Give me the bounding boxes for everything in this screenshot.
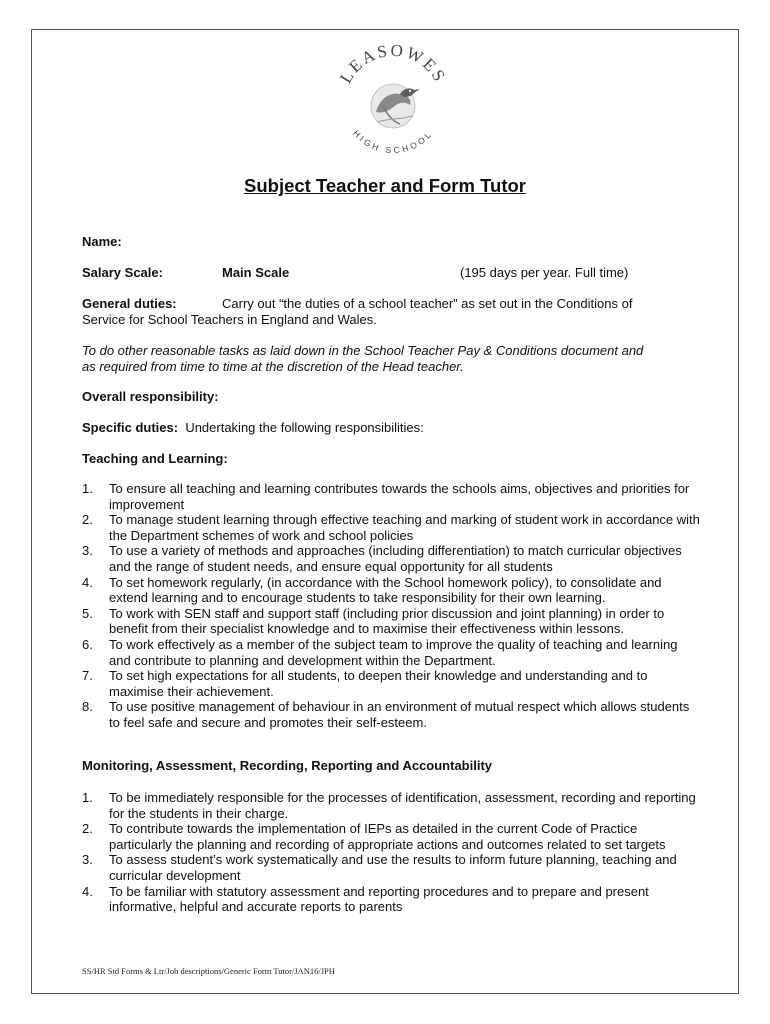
monitoring-heading: Monitoring, Assessment, Recording, Reporting and Accountability	[82, 758, 493, 773]
list-item: 2. To contribute towards the implementation of IEPs as detailed in the current Code of Practice particularly the planning and recording of appropriate actions and outcomes related to set targets	[82, 821, 666, 852]
page-title: Subject Teacher and Form Tutor	[244, 175, 526, 196]
teaching-heading: Teaching and Learning:	[82, 451, 228, 466]
bird-icon	[371, 84, 420, 128]
list-item: 3. To use a variety of methods and approaches (including differentiation) to match curricular objectives and the range of student needs, and ensure equal opportunity for all students	[82, 543, 682, 574]
specific-duties-text: Undertaking the following responsibilities:	[185, 420, 424, 435]
list-item: 6. To work effectively as a member of the subject team to improve the quality of teaching and learning and contribute to planning and development within the Department.	[82, 636, 678, 668]
other-tasks-line2: as required from time to time at the discretion of the Head teacher.	[82, 359, 464, 374]
list-item: 1. To ensure all teaching and learning contributes towards the schools aims, objectives and priorities for improvement	[82, 481, 690, 512]
salary-scale-value: Main Scale	[222, 265, 290, 280]
name-label: Name:	[82, 234, 122, 249]
monitoring-list	[82, 790, 702, 915]
logo-name-text: LEASOWES	[335, 42, 451, 87]
list-item: 4. To be familiar with statutory assessment and reporting procedures and to prepare and present informative, helpful and accurate reports to parents	[82, 883, 649, 915]
list-item: 2. To manage student learning through effective teaching and marking of student work in accordance with the Department schemes of work and school policies	[82, 512, 700, 543]
list-item: 5. To work with SEN staff and support staff (including prior discussion and joint planning) in order to benefit from their specialist knowledge and to maximise their effectiveness within lessons.	[82, 605, 665, 637]
general-duties-text-line2: Service for School Teachers in England and Wales.	[82, 312, 377, 327]
list-item: 4. To set homework regularly, (in accordance with the School homework policy), to consolidate and extend learning and to encourage students to take responsibility for their own learning.	[82, 574, 662, 606]
specific-duties-line	[82, 420, 424, 436]
general-duties-label: General duties:	[82, 296, 177, 311]
list-item: 7. To set high expectations for all students, to deepen their knowledge and understanding and to maximise their achievement.	[82, 668, 648, 699]
salary-scale-note: (195 days per year. Full time)	[460, 265, 629, 280]
overall-responsibility-label: Overall responsibility:	[82, 389, 219, 404]
school-logo	[328, 42, 458, 164]
teaching-list	[82, 481, 702, 731]
list-item: 8. To use positive management of behaviour in an environment of mutual respect which allows students to feel safe and secure and promotes their self-esteem.	[82, 699, 690, 730]
general-duties-text-line1: Carry out “the duties of a school teacher” as set out in the Conditions of	[222, 296, 633, 311]
list-item: 3. To assess student’s work systematically and use the results to inform future planning, teaching and curricular development	[82, 852, 677, 883]
other-tasks-line1: To do other reasonable tasks as laid down in the School Teacher Pay & Conditions document and	[82, 343, 644, 358]
salary-scale-label: Salary Scale:	[82, 265, 163, 280]
list-item: 1. To be immediately responsible for the processes of identification, assessment, recording and reporting for the students in their charge.	[82, 790, 696, 821]
specific-duties-label: Specific duties:	[82, 420, 179, 435]
logo-sub-text: HIGH SCHOOL	[351, 128, 435, 156]
footer-path: SS/HR Std Forms & Ltr/Job descriptions/Generic Form Tutor/JAN16/JPH	[82, 966, 335, 976]
